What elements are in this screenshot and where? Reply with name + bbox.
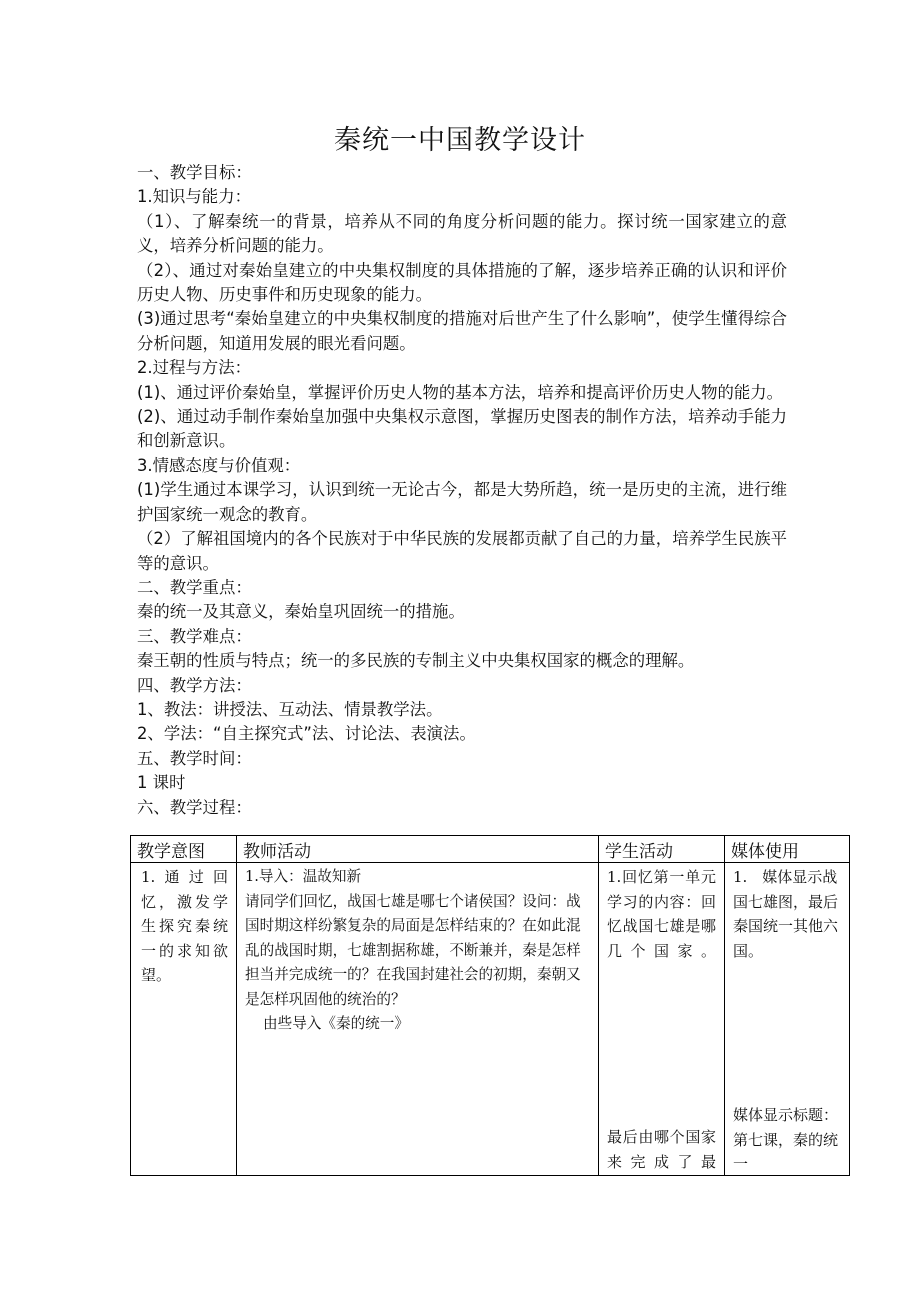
table-header-row bbox=[131, 836, 850, 863]
section-heading-time: 五、教学时间： bbox=[137, 748, 252, 768]
paragraph: （2）、通过对秦始皇建立的中央集权制度的具体措施的了解，逐步培养正确的认识和评价历史人物、历史事件和历史现象的能力。 bbox=[137, 260, 787, 305]
table-row bbox=[131, 863, 850, 1176]
cell-intent bbox=[131, 863, 237, 1176]
paragraph: (3)通过思考“秦始皇建立的中央集权制度的措施对后世产生了什么影响”，使学生懂得综合分析问题，知道用发展的眼光看问题。 bbox=[137, 309, 787, 353]
teacher-paragraph: 由些导入《秦的统一》 bbox=[263, 1015, 409, 1032]
section-heading-difficulties: 三、教学难点： bbox=[137, 626, 252, 646]
section-heading-process: 六、教学过程： bbox=[137, 797, 252, 817]
cell-student-activity bbox=[599, 863, 725, 1176]
paragraph: 1 课时 bbox=[137, 773, 186, 793]
teacher-heading: 1.导入：温故知新 bbox=[245, 868, 362, 885]
subheading-knowledge: 1.知识与能力： bbox=[137, 187, 251, 207]
paragraph: 2、学法：“自主探究式”法、讨论法、表演法。 bbox=[137, 724, 476, 744]
teaching-process-table bbox=[130, 835, 850, 1176]
media-text: 1. 媒体显示战国七雄图，最后秦国统一其他六国。 bbox=[733, 868, 839, 960]
subheading-values: 3.情感态度与价值观： bbox=[137, 455, 301, 475]
student-activity-content bbox=[599, 863, 724, 1175]
section-heading-goals: 一、教学目标： bbox=[137, 163, 252, 182]
intent-text: 1.通过回忆，激发学生探究秦统一的求知欲望。 bbox=[141, 868, 228, 984]
paragraph: (2)、通过动手制作秦始皇加强中央集权示意图，掌握历史图表的制作方法，培养动手能力和创新意识。 bbox=[137, 407, 787, 451]
header-student-activity: 学生活动 bbox=[599, 836, 725, 863]
section-heading-key-points: 二、教学重点： bbox=[137, 577, 252, 597]
paragraph: 1、教法：讲授法、互动法、情景教学法。 bbox=[137, 699, 443, 719]
media-text-continued: 媒体显示标题：第七课，秦的统一 bbox=[733, 1106, 839, 1173]
paragraph: (1)学生通过本课学习，认识到统一无论古今，都是大势所趋，统一是历史的主流，进行维护国家统一观念的教育。 bbox=[137, 480, 787, 524]
cell-media-use bbox=[725, 863, 850, 1176]
section-heading-methods: 四、教学方法： bbox=[137, 675, 252, 695]
paragraph: 秦的统一及其意义，秦始皇巩固统一的措施。 bbox=[137, 602, 465, 622]
paragraph: （1）、了解秦统一的背景，培养从不同的角度分析问题的能力。探讨统一国家建立的意义，培养分析问题的能力。 bbox=[137, 211, 787, 256]
document-body bbox=[137, 161, 787, 820]
media-use-content bbox=[725, 863, 849, 1175]
page-title: 秦统一中国教学设计 bbox=[334, 125, 586, 156]
cell-teacher-activity bbox=[237, 863, 599, 1176]
header-media-use: 媒体使用 bbox=[725, 836, 850, 863]
subheading-process: 2.过程与方法： bbox=[137, 358, 251, 378]
teacher-activity-content bbox=[237, 863, 598, 1175]
paragraph: 秦王朝的性质与特点；统一的多民族的专制主义中央集权国家的概念的理解。 bbox=[137, 651, 695, 671]
teacher-paragraph: 请同学们回忆，战国七雄是哪七个诸侯国？设问：战国时期这样纷繁复杂的局面是怎样结束的？在如此混乱的战国时期，七雄割据称雄，不断兼并，秦是怎样担当并完成统一的？在我国封建社会的初期，秦朝又是怎样巩固他的统治的？ bbox=[245, 892, 581, 1008]
paragraph: （2）了解祖国境内的各个民族对于中华民族的发展都贡献了自己的力量，培养学生民族平等的意识。 bbox=[137, 529, 787, 573]
student-text-continued: 最后由哪个国家来完成了最 bbox=[607, 1128, 716, 1171]
student-text: 1.回忆第一单元学习的内容：回忆战国七雄是哪几个国家。 bbox=[607, 868, 716, 960]
header-intent: 教学意图 bbox=[131, 836, 237, 863]
header-teacher-activity: 教师活动 bbox=[237, 836, 599, 863]
paragraph: (1)、通过评价秦始皇，掌握评价历史人物的基本方法，培养和提高评价历史人物的能力。 bbox=[137, 382, 784, 402]
